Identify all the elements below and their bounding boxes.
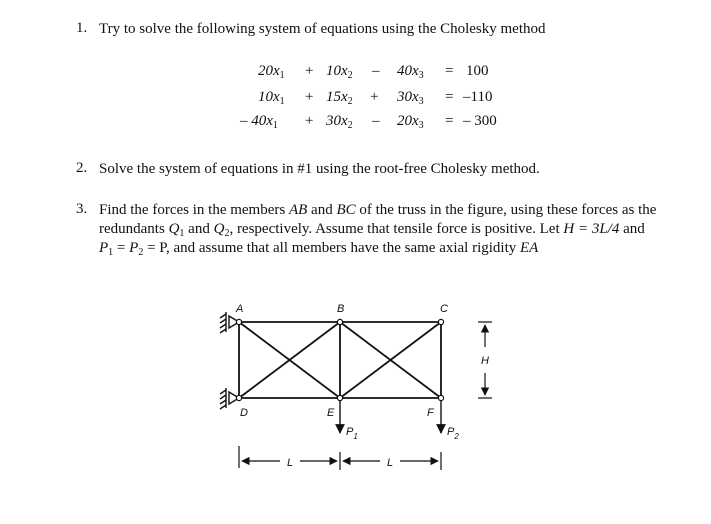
eq-operator: + [305,63,314,79]
label-b: B [337,303,345,315]
joint-f [438,395,443,400]
eq-operator: + [305,113,314,129]
dimension-l [239,446,441,470]
joint-d [236,395,241,400]
eq-rhs: – 300 [463,113,497,129]
eq-term: – $40x_1$ [240,113,278,131]
problem-2-number: 2. [76,160,88,176]
label-l-2: L [387,457,394,469]
joint-a [236,319,241,324]
joint-b [337,319,342,324]
eq-equals: = [445,89,454,105]
eq-operator: + [305,89,314,105]
label-d: D [240,407,248,419]
label-h: H [481,355,489,367]
problem-3-line-1: Find the forces in the members AB and BC of the truss in the figure, using these forces as the [99,202,657,218]
eq-equals: = [445,63,454,79]
problem-2-text: Solve the system of equations in #1 using the root-free Cholesky method. [99,161,540,177]
eq-operator: + [370,89,379,105]
eq-operator: – [372,113,380,129]
problem-3-number: 3. [76,201,88,217]
eq-term: $30x_3$ [397,89,424,107]
problem-1-number: 1. [76,20,88,36]
label-l-1: L [287,457,294,469]
eq-term: $20x_3$ [397,113,424,131]
eq-term: $20x_1$ [258,63,285,81]
label-p1: $P_1$ [346,426,358,441]
problem-3-line-3: $P_1 = P_2 = P$, and assume that all members have the same axial rigidity EA [99,240,539,258]
problem-3-line-2: redundants $Q_1$ and $Q_2$, respectively. Assume that tensile force is positive. Let H = 3L/4 and [99,221,645,239]
joint-e [337,395,342,400]
label-e: E [327,407,335,419]
label-p2: $P_2$ [447,426,459,441]
eq-term: $30x_2$ [326,113,353,131]
eq-rhs: 100 [466,63,489,79]
label-f: F [427,407,434,419]
eq-term: $15x_2$ [326,89,353,107]
eq-equals: = [445,113,454,129]
eq-operator: – [372,63,380,79]
eq-term: $10x_2$ [326,63,353,81]
eq-term: $40x_3$ [397,63,424,81]
eq-rhs: –110 [463,89,493,105]
problem-1-text: Try to solve the following system of equations using the Cholesky method [99,21,546,37]
joint-c [438,319,443,324]
label-a: A [236,303,244,315]
label-c: C [440,303,448,315]
eq-term: $10x_1$ [258,89,285,107]
